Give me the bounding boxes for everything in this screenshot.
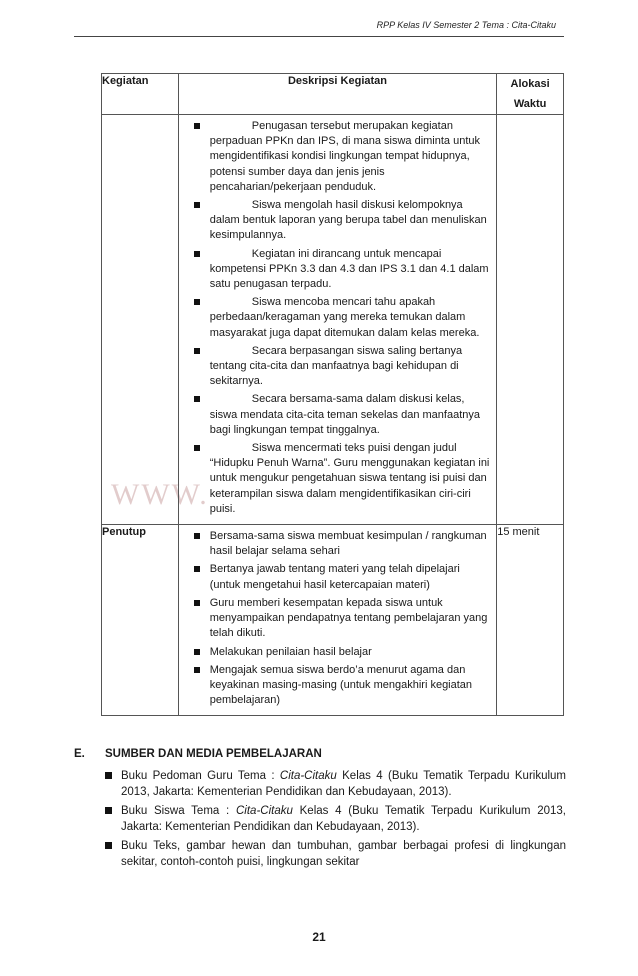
resource-text: Buku Pedoman Guru Tema : — [121, 770, 280, 782]
list-item — [194, 344, 492, 390]
square-bullet-icon — [194, 667, 200, 673]
table-row — [102, 525, 564, 716]
square-bullet-icon — [194, 533, 200, 539]
square-bullet-icon — [194, 445, 200, 451]
resource-text: Buku Siswa Tema : — [121, 805, 236, 817]
list-item — [194, 562, 492, 592]
list-item-text: Secara bersama-sama dalam diskusi kelas, siswa mendata cita-cita teman sekelas dan manfaatnya bagi lingkungan tempat tinggalnya. — [209, 393, 480, 436]
deskripsi-cell — [178, 115, 496, 525]
list-item-text: Guru memberi kesempatan kepada siswa untuk menyampaikan pendapatnya tentang pembelajaran yang telah dikuti. — [209, 596, 488, 640]
alokasi-cell — [497, 115, 564, 525]
list-item-text: Bertanya jawab tentang materi yang telah dipelajari (untuk mengetahui hasil ketercapaian materi) — [209, 563, 460, 591]
list-item-text: Kegiatan ini dirancang untuk mencapai kompetensi PPKn 3.3 dan 4.3 dan IPS 3.1 dan 4.1 dalam satu penugasan terpadu. — [209, 247, 489, 291]
list-item-text: Secara berpasangan siswa saling bertanya tentang cita-cita dan manfaatnya bagi kehidupan di sekitarnya. — [209, 344, 463, 388]
list-item — [194, 663, 492, 709]
page-number: 21 — [312, 930, 326, 944]
resource-text: Buku Teks, gambar hewan dan tumbuhan, gambar berbagai profesi di lingkungan sekitar, contoh-contoh puisi, lingkungan sekitar — [121, 840, 566, 868]
list-item — [194, 645, 492, 660]
list-item — [194, 392, 492, 438]
square-bullet-icon — [105, 772, 112, 779]
table-header-row — [102, 74, 564, 115]
list-item-text: Bersama-sama siswa membuat kesimpulan / rangkuman hasil belajar selama sehari — [209, 530, 487, 558]
table-row — [102, 115, 564, 525]
square-bullet-icon — [194, 600, 200, 606]
section-letter: E. — [74, 748, 85, 760]
kegiatan-cell: Penutup — [102, 525, 179, 716]
col-deskripsi-header: Deskripsi Kegiatan — [178, 74, 496, 115]
square-bullet-icon — [194, 566, 200, 572]
resource-item — [105, 838, 566, 870]
book-title: Cita-Citaku — [279, 770, 337, 782]
list-item-text: Melakukan penilaian hasil belajar — [209, 645, 372, 658]
list-item-text: Mengajak semua siswa berdo’a menurut agama dan keyakinan masing-masing (untuk mengakhiri kegiatan pembelajaran) — [209, 663, 473, 707]
activity-list — [179, 115, 496, 524]
square-bullet-icon — [105, 807, 112, 814]
list-item-text: Siswa mencoba mencari tahu apakah perbedaan/keragaman yang mereka temukan dalam masyarakat juga dapat ditemukan dalam kelas mereka. — [209, 296, 480, 339]
square-bullet-icon — [194, 649, 200, 655]
resource-text: Kelas 4 (Buku Tematik Terpadu Kurikulum 2013, Jakarta: Kementerian Pendidikan dan Kebudayaan, 2013). — [121, 805, 566, 833]
list-item — [194, 247, 492, 293]
kegiatan-cell — [102, 115, 179, 525]
list-item-text: Siswa mengolah hasil diskusi kelompoknya dalam bentuk laporan yang berupa tabel dan menuliskan kesimpulannya. — [209, 199, 487, 242]
list-item — [194, 198, 492, 244]
header-rule — [74, 36, 564, 37]
col-alokasi-header: Alokasi Waktu — [497, 74, 564, 115]
list-item-text: Siswa mencermati teks puisi dengan judul “Hidupku Penuh Warna”. Guru menggunakan kegiatan ini untuk mengukur pengetahuan siswa tentang isi puisi dan keterampilan siswa dalam mengidentifikasikan ciri-ciri puisi. — [209, 442, 490, 515]
list-item — [194, 119, 492, 195]
activity-list — [179, 525, 496, 715]
deskripsi-cell — [178, 525, 496, 716]
list-item — [194, 596, 492, 642]
book-title: Cita-Citaku — [236, 805, 293, 817]
list-item — [194, 295, 492, 341]
square-bullet-icon — [194, 299, 200, 305]
square-bullet-icon — [194, 396, 200, 402]
list-item — [194, 441, 492, 517]
resource-item — [105, 768, 566, 800]
alokasi-cell: 15 menit — [497, 525, 564, 716]
col-kegiatan-header: Kegiatan — [102, 74, 179, 115]
list-item-text: Penugasan tersebut merupakan kegiatan perpaduan PPKn dan IPS, di mana siswa diminta untuk mengidentifikasi kondisi lingkungan tempat hidupnya, potensi sumber daya dan jenis jenis pencaharian/pekerjaan penduduk. — [209, 120, 481, 193]
resource-list — [105, 768, 566, 873]
running-header: RPP Kelas IV Semester 2 Tema : Cita-Citaku — [376, 20, 556, 30]
square-bullet-icon — [194, 251, 200, 257]
resource-item — [105, 803, 566, 835]
square-bullet-icon — [194, 348, 200, 354]
watermark: WWW. — [111, 478, 209, 511]
square-bullet-icon — [105, 842, 112, 849]
activity-table — [101, 73, 564, 716]
list-item — [194, 529, 492, 559]
section-title: SUMBER DAN MEDIA PEMBELAJARAN — [105, 748, 322, 760]
resource-text: Kelas 4 (Buku Tematik Terpadu Kurikulum 2013, Jakarta: Kementerian Pendidikan dan Kebudayaan, 2013). — [121, 770, 567, 798]
square-bullet-icon — [194, 123, 200, 129]
square-bullet-icon — [194, 202, 200, 208]
